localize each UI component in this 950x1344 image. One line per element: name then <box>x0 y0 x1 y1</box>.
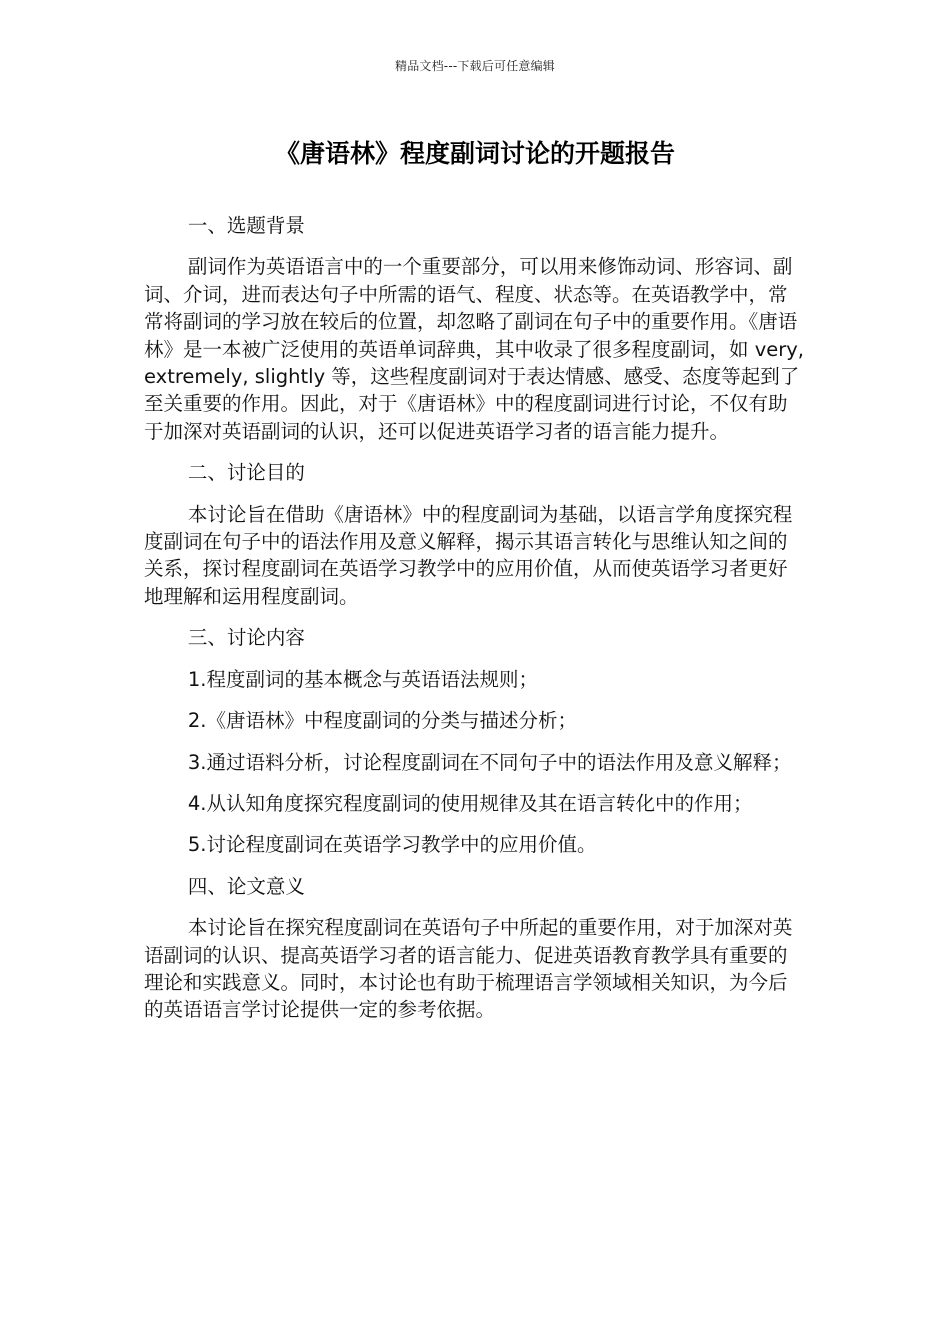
content-list-item: 4.从认知角度探究程度副词的使用规律及其在语言转化中的作用； <box>187 791 753 815</box>
paragraph-purpose: 本讨论旨在借助《唐语林》中的程度副词为基础，以语言学角度探究程度副词在句子中的语法作用及意义解释，揭示其语言转化与思维认知之间的关系，探讨程度副词在英语学习教学中的应用价值，从而使英语学习者更好地理解和运用程度副词。 <box>144 502 793 608</box>
paragraph-significance: 本讨论旨在探究程度副词在英语句子中所起的重要作用，对于加深对英语副词的认识、提高英语学习者的语言能力、促进英语教育教学具有重要的理论和实践意义。同时，本讨论也有助于梳理语言学领域相关知识，为今后的英语语言学讨论提供一定的参考依据。 <box>144 916 793 1022</box>
section-heading-background: 一、选题背景 <box>187 214 305 237</box>
content-list-item: 5.讨论程度副词在英语学习教学中的应用价值。 <box>187 833 597 857</box>
section-heading-significance: 四、论文意义 <box>187 874 305 898</box>
section-heading-content: 三、讨论内容 <box>187 626 305 650</box>
document-title: 《唐语林》程度副词讨论的开题报告 <box>274 139 675 168</box>
content-list-item: 1.程度副词的基本概念与英语语法规则； <box>187 667 538 691</box>
section-heading-purpose: 二、讨论目的 <box>187 461 305 485</box>
content-list-item: 2.《唐语林》中程度副词的分类与描述分析； <box>187 709 577 733</box>
content-list-item: 3.通过语料分析，讨论程度副词在不同句子中的语法作用及意义解释； <box>187 750 792 774</box>
document-body <box>144 212 806 1038</box>
header-note: 精品文档---下载后可任意编辑 <box>395 59 555 73</box>
paragraph-background: 副词作为英语语言中的一个重要部分，可以用来修饰动词、形容词、副词、介词，进而表达句子中所需的语气、程度、状态等。在英语教学中，常常将副词的学习放在较后的位置，却忽略了副词在句子中的重要作用。《唐语林》是一本被广泛使用的英语单词辞典，其中收录了很多程度副词，如 very, extremely, slightly 等，这些程度副词对于表达情感、感受、态度等起到了至关重要的作用。因此，对于《唐语林》中的程度副词进行讨论，不仅有助于加深对英语副词的认识，还可以促进英语学习者的语言能力提升。 <box>144 255 804 443</box>
